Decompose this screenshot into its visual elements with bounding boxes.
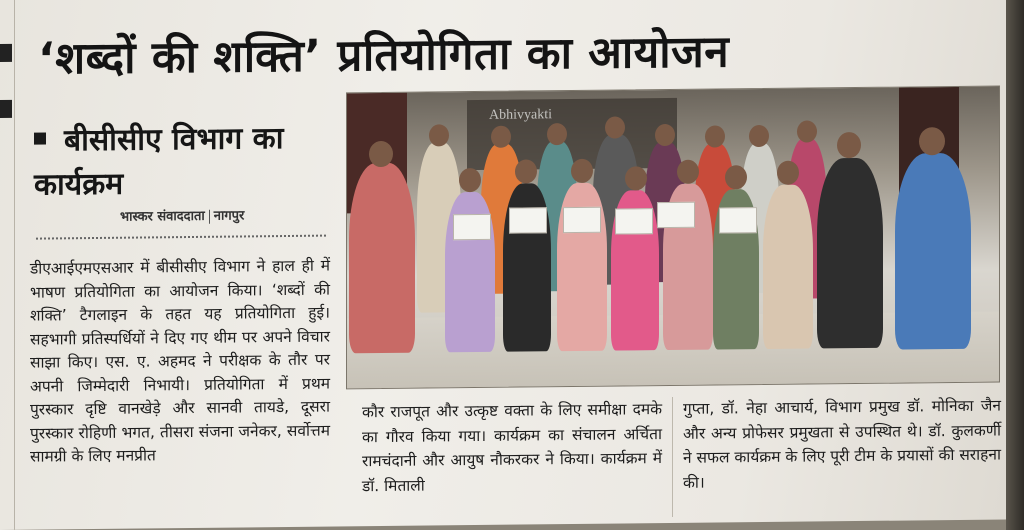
- photo-certificate: [563, 207, 601, 233]
- event-photo: [346, 86, 1000, 390]
- article-column-2-text: कौर राजपूत और उत्कृष्ट वक्ता के लिए समीक्षा दमके का गौरव किया गया। कार्यक्रम का संचालन अर्चिता रामचंदानी और आयुष नौकरकर ने किया। कार्यक्रम में डॉ. मिताली: [362, 400, 662, 495]
- photo-person-head: [625, 166, 647, 190]
- subheadline: [34, 117, 324, 208]
- photo-person-head: [677, 160, 699, 184]
- byline-reporter: भास्कर संवाददाता: [120, 208, 205, 225]
- fragment-glyph: [0, 100, 12, 118]
- column-divider: [672, 397, 673, 517]
- photo-certificate: [509, 207, 547, 233]
- photo-certificate: [615, 208, 653, 234]
- photo-person-head: [797, 120, 817, 142]
- article-column-1-text: डीएआईएमएसआर में बीसीसीए विभाग ने हाल ही में भाषण प्रतियोगिता का आयोजन किया। ‘शब्दों की शक्ति’ टैगलाइन के तहत यह प्रतियोगिता हुई। सहभागी प्रतिस्पर्धियों ने दिए गए थीम पर अपने विचार साझा किए। एस. ए. अहमद ने परीक्षक के तौर पर अपनी जिम्मेदारी निभायी। प्रतियोगिता में प्रथम पुरस्कार दृष्टि वानखेड़े और सानवी तायडे, दूसरा पुरस्कार रोहिणी भगत, तीसरा संजना जनेकर, सर्वोत्तम सामग्री के लिए मनप्रीत: [30, 256, 330, 466]
- photo-person-head: [725, 165, 747, 189]
- byline-city: नागपुर: [213, 208, 245, 224]
- photo-person-head: [749, 125, 769, 147]
- photo-person-head: [571, 159, 593, 183]
- subheadline-line-2: कार्यक्रम: [34, 166, 124, 203]
- photo-certificate: [719, 207, 757, 233]
- subheadline-text-1: बीसीसीए विभाग का: [64, 121, 284, 159]
- previous-column-fragment: [0, 0, 15, 530]
- fragment-glyph: [0, 44, 12, 62]
- article-column-1: [30, 255, 330, 470]
- photo-person-head: [515, 159, 537, 183]
- article-column-3: [683, 394, 1001, 495]
- bullet-icon: [34, 132, 46, 144]
- headline: ‘शब्दों की शक्ति’ प्रतियोगिता का आयोजन: [38, 26, 730, 85]
- photo-person-head: [605, 116, 625, 138]
- photo-person: [817, 158, 883, 349]
- photo-person: [349, 163, 415, 354]
- photo-certificate: [453, 214, 491, 240]
- photo-person: [895, 153, 971, 350]
- dotted-divider: [36, 235, 326, 240]
- photo-person-head: [705, 125, 725, 147]
- photo-person: [763, 184, 813, 349]
- photo-person-head: [919, 127, 945, 155]
- article-column-2: [362, 397, 662, 498]
- photo-person-head: [655, 124, 675, 146]
- photo-person-head: [837, 132, 861, 158]
- photo-person-head: [547, 123, 567, 145]
- photo-person-head: [459, 168, 481, 192]
- byline: [120, 207, 320, 227]
- byline-separator: [209, 209, 210, 223]
- photo-backdrop-text: Abhivyakti: [489, 107, 552, 123]
- subheadline-line-1: [34, 117, 324, 164]
- photo-person-head: [491, 126, 511, 148]
- article-column-3-text: गुप्ता, डॉ. नेहा आचार्य, विभाग प्रमुख डॉ. मोनिका जैन और अन्य प्रोफेसर प्रमुखता से उपस्थित थे। डॉ. कुलकर्णी ने सफल कार्यक्रम के लिए पूरी टीम के प्रयासों की सराहना की।: [683, 396, 1001, 492]
- photo-certificate: [657, 202, 695, 228]
- photo-person-head: [777, 161, 799, 185]
- page-edge-shadow: [1006, 0, 1024, 530]
- photo-person-head: [369, 141, 393, 167]
- photo-person-head: [429, 124, 449, 146]
